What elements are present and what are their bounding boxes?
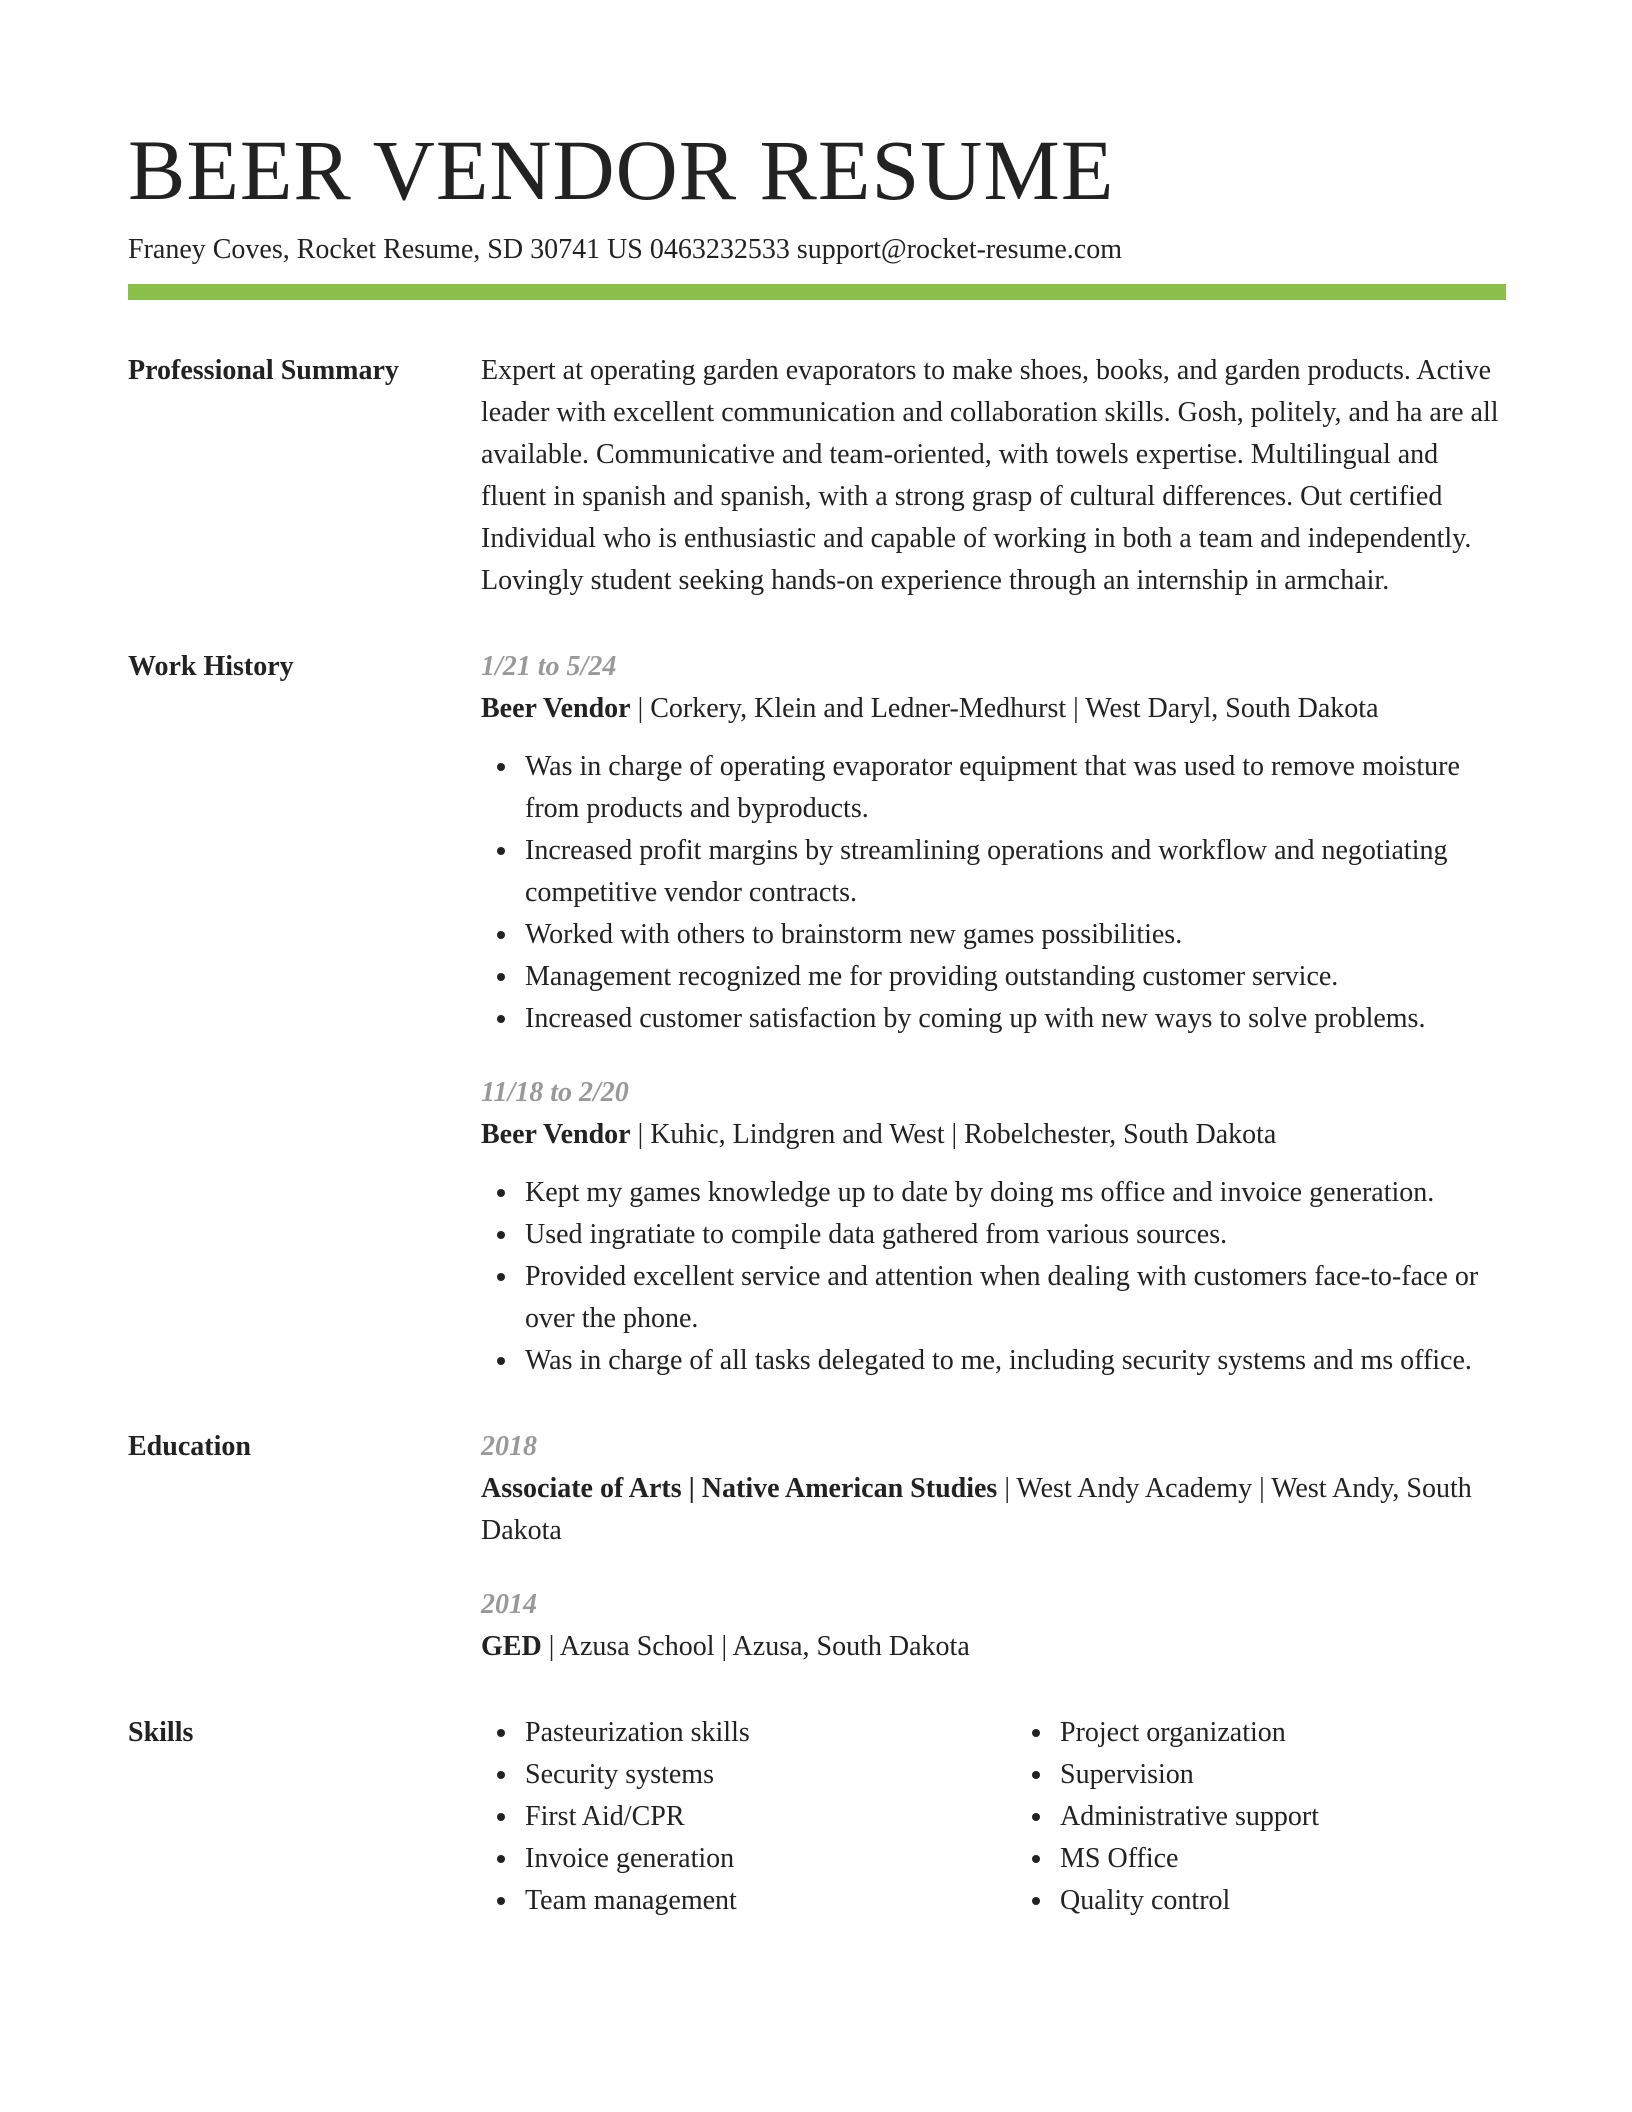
list-item-text: Used ingratiate to compile data gathered from various sources. <box>525 1219 1228 1250</box>
bullet-icon <box>497 763 505 771</box>
work-history-label: Work History <box>128 651 294 682</box>
skills-columns <box>481 1712 1506 1922</box>
list-item <box>525 1172 1506 1214</box>
accent-divider <box>128 284 1506 300</box>
education-entry <box>481 1426 1506 1552</box>
bullet-icon <box>497 1273 505 1281</box>
bullet-icon <box>497 847 505 855</box>
summary-section <box>128 350 1506 602</box>
list-item-text: Management recognized me for providing outstanding customer service. <box>525 961 1339 992</box>
bullet-icon <box>497 1771 505 1779</box>
bullet-icon <box>497 1357 505 1365</box>
bullet-icon <box>1032 1855 1040 1863</box>
bullet-icon <box>497 1855 505 1863</box>
skill-text: Administrative support <box>1060 1801 1319 1832</box>
skills-list-right <box>1016 1712 1506 1922</box>
education-label: Education <box>128 1431 251 1462</box>
skill-item <box>1060 1712 1506 1754</box>
bullet-icon <box>497 1015 505 1023</box>
skills-section <box>128 1712 1506 1922</box>
skills-content <box>481 1712 1506 1922</box>
job-bullets <box>481 746 1506 1040</box>
skills-label: Skills <box>128 1717 194 1748</box>
job-entry <box>481 1072 1506 1382</box>
bullet-icon <box>497 1729 505 1737</box>
skill-item <box>525 1880 971 1922</box>
education-details: | Azusa School | Azusa, South Dakota <box>541 1631 970 1662</box>
education-degree: GED <box>481 1631 542 1662</box>
job-details: | Corkery, Klein and Ledner-Medhurst | West Daryl, South Dakota <box>630 693 1379 724</box>
list-item-text: Increased profit margins by streamlining operations and workflow and negotiating competitive vendor contracts. <box>525 835 1448 908</box>
job-details: | Kuhic, Lindgren and West | Robelchester, South Dakota <box>630 1119 1277 1150</box>
job-title: Beer Vendor <box>481 1119 631 1150</box>
contact-address: Franey Coves, Rocket Resume, SD 30741 US <box>128 234 643 265</box>
skill-item <box>1060 1754 1506 1796</box>
skill-item <box>525 1754 971 1796</box>
skill-item <box>525 1796 971 1838</box>
list-item <box>525 956 1506 998</box>
job-bullets <box>481 1172 1506 1382</box>
job-title: Beer Vendor <box>481 693 631 724</box>
skill-item <box>525 1712 971 1754</box>
education-headline <box>481 1468 1506 1552</box>
contact-phone: 0463232533 <box>649 234 790 265</box>
skill-text: Security systems <box>525 1759 714 1790</box>
job-headline <box>481 688 1506 730</box>
skill-text: MS Office <box>1060 1843 1179 1874</box>
resume-title: BEER VENDOR RESUME <box>128 122 1115 218</box>
skill-item <box>525 1838 971 1880</box>
list-item <box>525 998 1506 1040</box>
bullet-icon <box>497 1897 505 1905</box>
list-item-text: Was in charge of operating evaporator equipment that was used to remove moisture from products and byproducts. <box>525 751 1460 824</box>
bullet-icon <box>497 931 505 939</box>
list-item <box>525 1340 1506 1382</box>
skill-text: Supervision <box>1060 1759 1194 1790</box>
work-history-content <box>481 646 1506 1382</box>
job-entry <box>481 646 1506 1040</box>
list-item-text: Was in charge of all tasks delegated to me, including security systems and ms office. <box>525 1345 1472 1376</box>
list-item <box>525 830 1506 914</box>
summary-label: Professional Summary <box>128 355 399 386</box>
list-item-text: Increased customer satisfaction by coming up with new ways to solve problems. <box>525 1003 1426 1034</box>
skill-item <box>1060 1838 1506 1880</box>
bullet-icon <box>1032 1813 1040 1821</box>
list-item-text: Kept my games knowledge up to date by doing ms office and invoice generation. <box>525 1177 1435 1208</box>
job-dates: 11/18 to 2/20 <box>481 1077 629 1108</box>
education-section <box>128 1426 1506 1668</box>
education-details: | West Andy Academy | West Andy, South Dakota <box>481 1473 1472 1546</box>
bullet-icon <box>497 973 505 981</box>
job-headline <box>481 1114 1506 1156</box>
bullet-icon <box>1032 1771 1040 1779</box>
skill-text: Invoice generation <box>525 1843 735 1874</box>
education-content <box>481 1426 1506 1668</box>
summary-text: Expert at operating garden evaporators to make shoes, books, and garden products. Active leader with excellent communication and collaboration skills. Gosh, politely, and ha are all available. Communicative and team-oriented, with towels expertise. Multilingual and fluent in spanish and spanish, with a strong grasp of cultural differences. Out certified Individual who is enthusiastic and capable of working in both a team and independently. Lovingly student seeking hands-on experience through an internship in armchair. <box>481 355 1499 596</box>
skill-item <box>1060 1796 1506 1838</box>
summary-content <box>481 350 1506 602</box>
bullet-icon <box>497 1813 505 1821</box>
bullet-icon <box>1032 1729 1040 1737</box>
work-history-section <box>128 646 1506 1382</box>
list-item <box>525 746 1506 830</box>
education-entry <box>481 1584 1506 1668</box>
skill-text: Team management <box>525 1885 737 1916</box>
education-year: 2018 <box>481 1431 537 1462</box>
bullet-icon <box>497 1189 505 1197</box>
list-item <box>525 914 1506 956</box>
list-item <box>525 1214 1506 1256</box>
education-year: 2014 <box>481 1589 537 1620</box>
contact-email: support@rocket-resume.com <box>796 234 1122 265</box>
contact-line <box>128 232 1506 268</box>
bullet-icon <box>497 1231 505 1239</box>
skills-list-left <box>481 1712 971 1922</box>
bullet-icon <box>1032 1897 1040 1905</box>
education-headline <box>481 1626 1506 1668</box>
list-item <box>525 1256 1506 1340</box>
list-item-text: Provided excellent service and attention when dealing with customers face-to-face or over the phone. <box>525 1261 1479 1334</box>
resume-page <box>128 118 1506 1922</box>
skill-text: Project organization <box>1060 1717 1286 1748</box>
skill-text: Quality control <box>1060 1885 1231 1916</box>
job-dates: 1/21 to 5/24 <box>481 651 617 682</box>
list-item-text: Worked with others to brainstorm new games possibilities. <box>525 919 1183 950</box>
education-degree: Associate of Arts | Native American Studies <box>481 1473 998 1504</box>
skill-text: Pasteurization skills <box>525 1717 750 1748</box>
skill-text: First Aid/CPR <box>525 1801 685 1832</box>
skill-item <box>1060 1880 1506 1922</box>
